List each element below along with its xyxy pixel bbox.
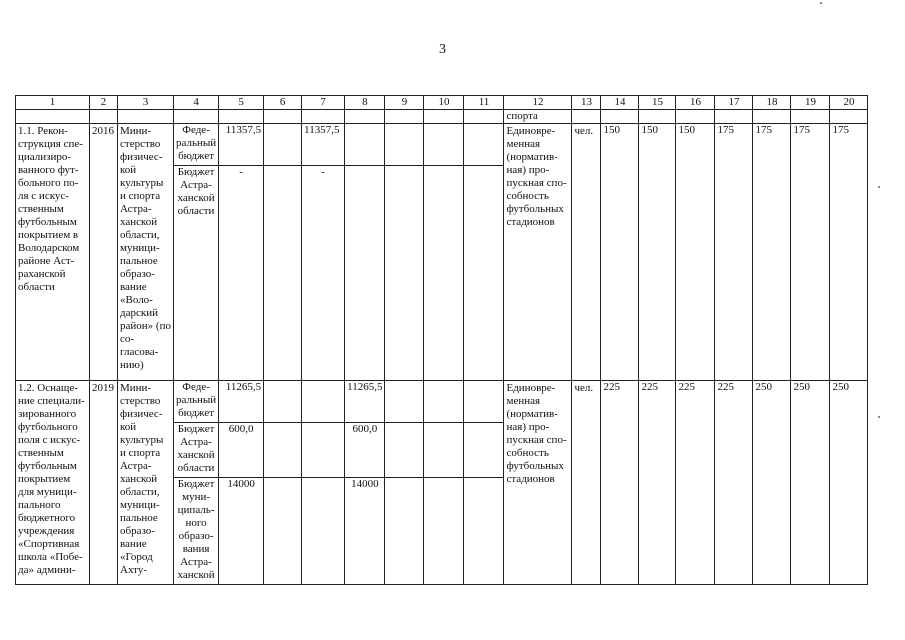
amount-cell: 11357,5	[302, 124, 345, 166]
funding-source: Бюджет Астра-ханской области	[174, 423, 219, 478]
amount-cell	[424, 124, 464, 166]
table-row	[16, 381, 868, 423]
col-header: 20	[830, 96, 868, 110]
amount-cell	[424, 166, 464, 381]
funding-source: Бюджет Астра-ханской области	[174, 166, 219, 381]
amount-cell	[464, 478, 504, 585]
col-header: 17	[715, 96, 753, 110]
indicator-unit: чел.	[572, 381, 601, 585]
program-table	[15, 95, 868, 585]
col-header: 8	[345, 96, 385, 110]
col-header: 3	[118, 96, 174, 110]
scan-speck	[820, 2, 822, 4]
amount-cell: 11265,5	[345, 381, 385, 423]
col-header: 14	[601, 96, 639, 110]
col-header: 12	[504, 96, 572, 110]
col-header: 9	[385, 96, 424, 110]
amount-cell	[424, 423, 464, 478]
amount-total: 14000	[219, 478, 264, 585]
indicator-value: 250	[791, 381, 830, 585]
amount-cell	[464, 423, 504, 478]
amount-cell	[464, 381, 504, 423]
amount-total: 11357,5	[219, 124, 264, 166]
col-header: 18	[753, 96, 791, 110]
table-row	[16, 124, 868, 166]
amount-cell	[264, 166, 302, 381]
indicator-value: 150	[676, 124, 715, 381]
amount-cell	[302, 381, 345, 423]
activity-executor: Мини-стерство физичес-кой культуры и спорта Астра-ханской области, муници-пальное образо-вание «Город Ахту-	[118, 381, 174, 585]
activity-executor: Мини-стерство физичес-кой культуры и спорта Астра-ханской области, муници-пальное образо-вание «Воло-дарский район» (по со-гласова-нию)	[118, 124, 174, 381]
col-header: 15	[639, 96, 676, 110]
col-header: 4	[174, 96, 219, 110]
indicator-value: 150	[639, 124, 676, 381]
funding-source: Феде-ральный бюджет	[174, 124, 219, 166]
amount-cell	[264, 381, 302, 423]
indicator-value: 250	[830, 381, 868, 585]
indicator-value: 175	[753, 124, 791, 381]
amount-total: -	[219, 166, 264, 381]
funding-source: Бюджет муни-ципаль-ного образо-вания Астра-ханской	[174, 478, 219, 585]
amount-cell	[345, 124, 385, 166]
funding-source: Феде-ральный бюджет	[174, 381, 219, 423]
amount-cell	[302, 478, 345, 585]
indicator-value: 225	[676, 381, 715, 585]
indicator-value: 225	[639, 381, 676, 585]
amount-cell	[264, 124, 302, 166]
scan-speck	[878, 186, 880, 188]
amount-cell	[345, 166, 385, 381]
col-header: 10	[424, 96, 464, 110]
indicator-value: 175	[830, 124, 868, 381]
amount-total: 600,0	[219, 423, 264, 478]
col-header: 19	[791, 96, 830, 110]
amount-total: 11265,5	[219, 381, 264, 423]
col-header: 7	[302, 96, 345, 110]
indicator-name: Единовре-менная (норматив-ная) про-пускная спо-собность футбольных стадионов	[504, 381, 572, 585]
carryover-row	[16, 110, 868, 124]
amount-cell	[264, 478, 302, 585]
amount-cell	[302, 423, 345, 478]
amount-cell	[424, 478, 464, 585]
activity-name: 1.2. Оснаще-ние специали-зированного футбольного поля с искус-ственным футбольным покрытием для муници-пального бюджетного учреждения «Спортивная школа «Побе-да» админи-	[16, 381, 90, 585]
carryover-text: спорта	[504, 110, 572, 124]
amount-cell	[385, 381, 424, 423]
indicator-value: 175	[715, 124, 753, 381]
indicator-value: 150	[601, 124, 639, 381]
col-header: 5	[219, 96, 264, 110]
indicator-value: 225	[715, 381, 753, 585]
col-header: 11	[464, 96, 504, 110]
indicator-name: Единовре-менная (норматив-ная) про-пускная спо-собность футбольных стадионов	[504, 124, 572, 381]
indicator-unit: чел.	[572, 124, 601, 381]
activity-name: 1.1. Рекон-струкция спе-циализиро-ванного фут-больного по-ля с искус-ственным футбольным покрытием в Володарском районе Аст-раханской области	[16, 124, 90, 381]
indicator-value: 225	[601, 381, 639, 585]
indicator-value: 250	[753, 381, 791, 585]
page-number: 3	[439, 42, 446, 57]
amount-cell: -	[302, 166, 345, 381]
indicator-value: 175	[791, 124, 830, 381]
column-header-row	[16, 96, 868, 110]
amount-cell	[385, 166, 424, 381]
activity-year: 2016	[90, 124, 118, 381]
amount-cell: 600,0	[345, 423, 385, 478]
activity-year: 2019	[90, 381, 118, 585]
amount-cell	[464, 124, 504, 166]
col-header: 2	[90, 96, 118, 110]
col-header: 13	[572, 96, 601, 110]
amount-cell	[385, 423, 424, 478]
scan-speck	[878, 416, 880, 418]
amount-cell	[385, 478, 424, 585]
amount-cell	[464, 166, 504, 381]
col-header: 6	[264, 96, 302, 110]
amount-cell: 14000	[345, 478, 385, 585]
amount-cell	[264, 423, 302, 478]
col-header: 16	[676, 96, 715, 110]
amount-cell	[385, 124, 424, 166]
amount-cell	[424, 381, 464, 423]
col-header: 1	[16, 96, 90, 110]
